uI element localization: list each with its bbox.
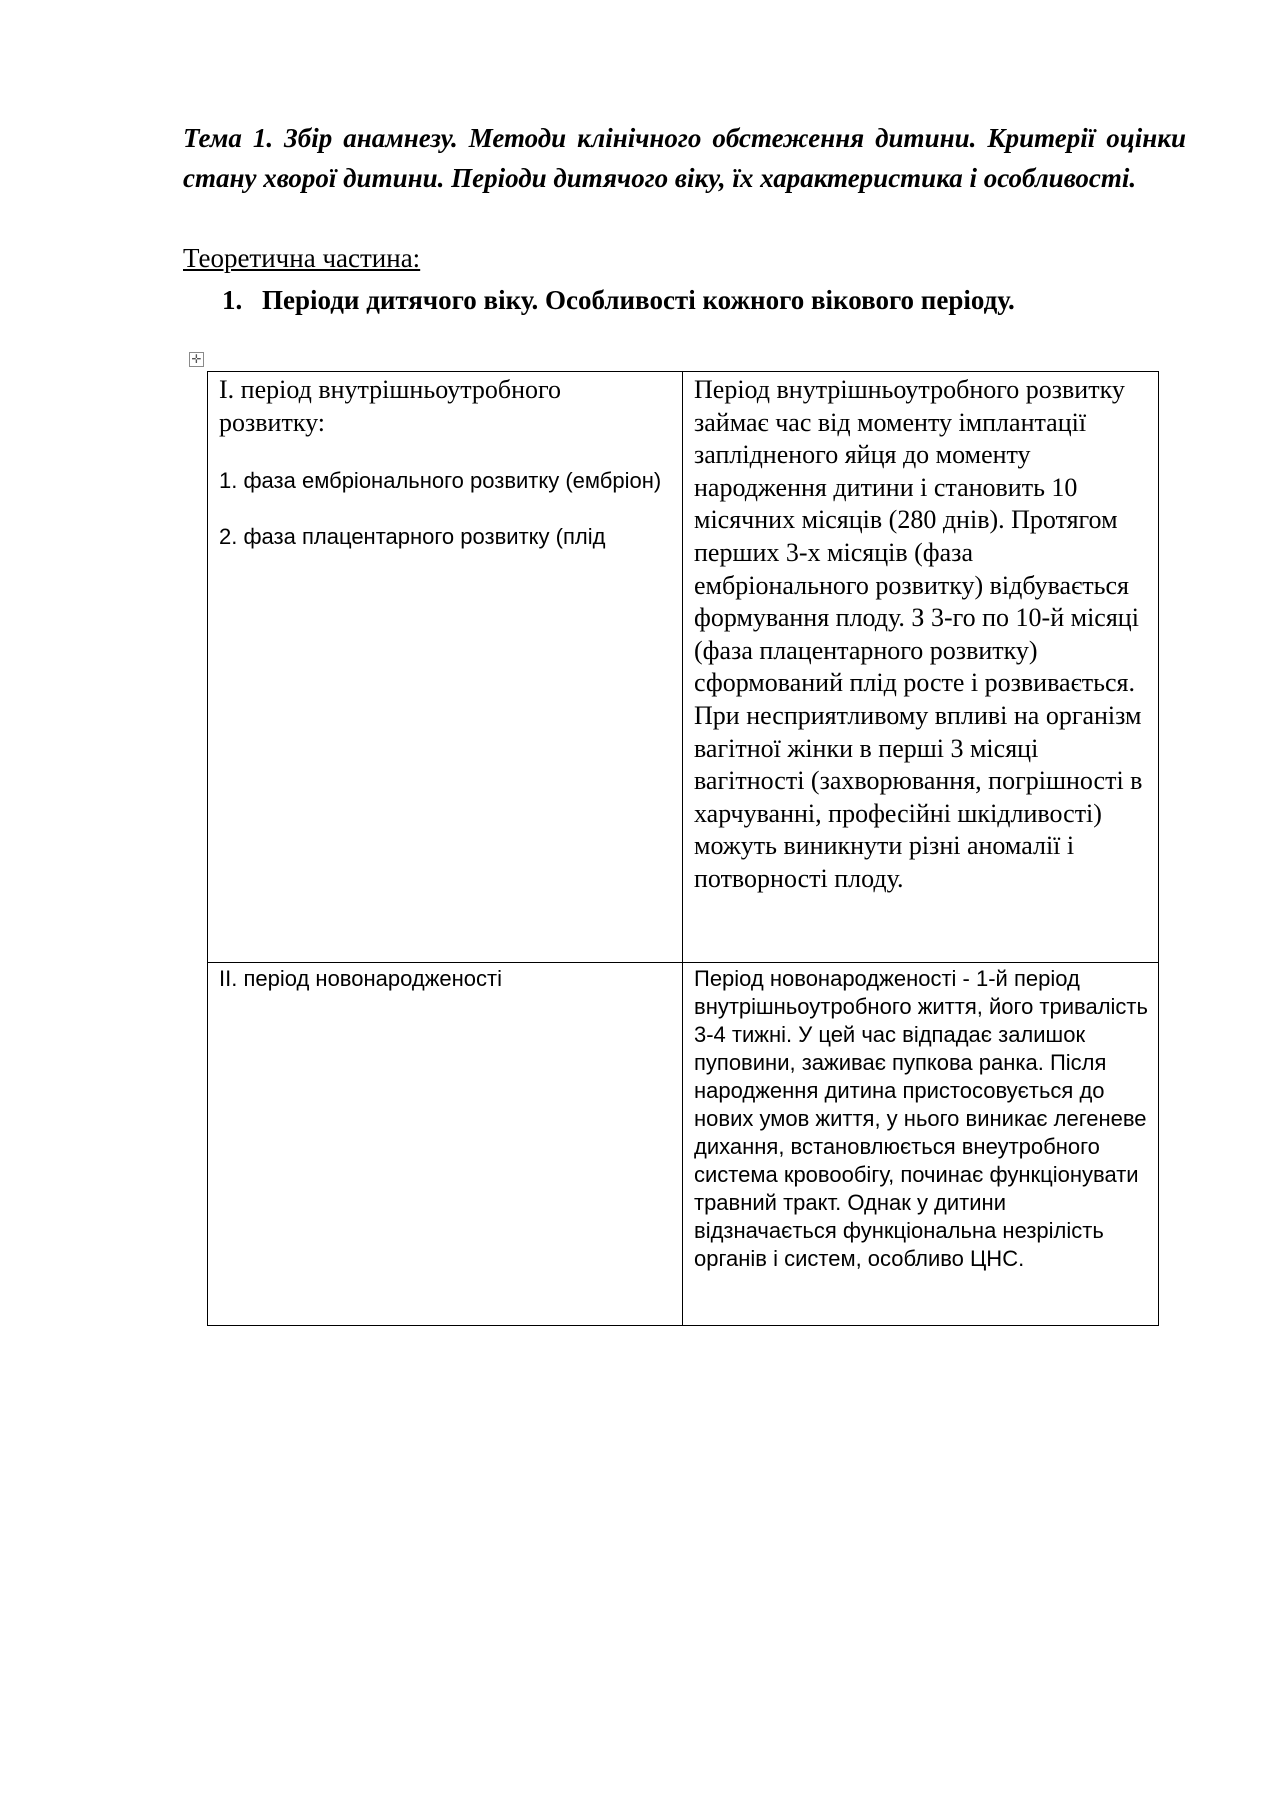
list-item-text: Періоди дитячого віку. Особливості кожного вікового періоду. <box>262 285 1015 315</box>
numbered-list-item <box>222 282 1015 318</box>
period-description: Період внутрішньоутробного розвитку займає час від моменту імплантації заплідненого яйця до моменту народження дитини і становить 10 місячних місяців (280 днів). Протягом перших 3-х місяців (фаза ембріонального розвитку) відбувається формування плоду. З 3-го по 10-й місяці (фаза плацентарного розвитку) сформований плід росте і розвивається. При несприятливому впливі на організм вагітної жінки в перші 3 місяці вагітності (захворювання, погрішності в харчуванні, професійні шкідливості) можуть виникнути різні аномалії і потворності плоду. <box>694 375 1143 893</box>
section-heading: Теоретична частина: <box>183 243 421 273</box>
table-cell-period <box>208 963 683 1326</box>
periods-table <box>207 371 1159 1326</box>
table-cell-description <box>683 963 1159 1326</box>
document-title: Тема 1. Збір анамнезу. Методи клінічного обстеження дитини. Критерії оцінки стану хворої дитини. Періоди дитячого віку, їх характеристика і особливості. <box>183 123 1186 193</box>
table-cell-period <box>208 372 683 963</box>
move-cross-icon: ✛ <box>191 352 202 366</box>
table-row <box>208 372 1159 963</box>
phase-item: 2. фаза плацентарного розвитку (плід <box>219 524 606 550</box>
table-move-handle[interactable] <box>189 352 204 367</box>
period-title: I. період внутрішньоутробного розвитку: <box>219 375 562 437</box>
table-row <box>208 963 1159 1326</box>
period-description: Період новонародженості - 1-й період внутрішньоутробного життя, його тривалість 3-4 тижні. У цей час відпадає залишок пуповини, заживає пупкова ранка. Після народження дитина пристосовується до нових умов життя, у нього виникає легеневе дихання, встановлюється внеутробного система кровообігу, починає функціонувати травний тракт. Однак у дитини відзначається функціональна незрілість органів і систем, особливо ЦНС. <box>694 966 1148 1271</box>
period-title: II. період новонародженості <box>219 966 502 991</box>
table-cell-description <box>683 372 1159 963</box>
list-number: 1. <box>222 285 243 315</box>
phase-item: 1. фаза ембріонального розвитку (ембріон) <box>219 468 662 494</box>
phase-list <box>219 467 672 551</box>
